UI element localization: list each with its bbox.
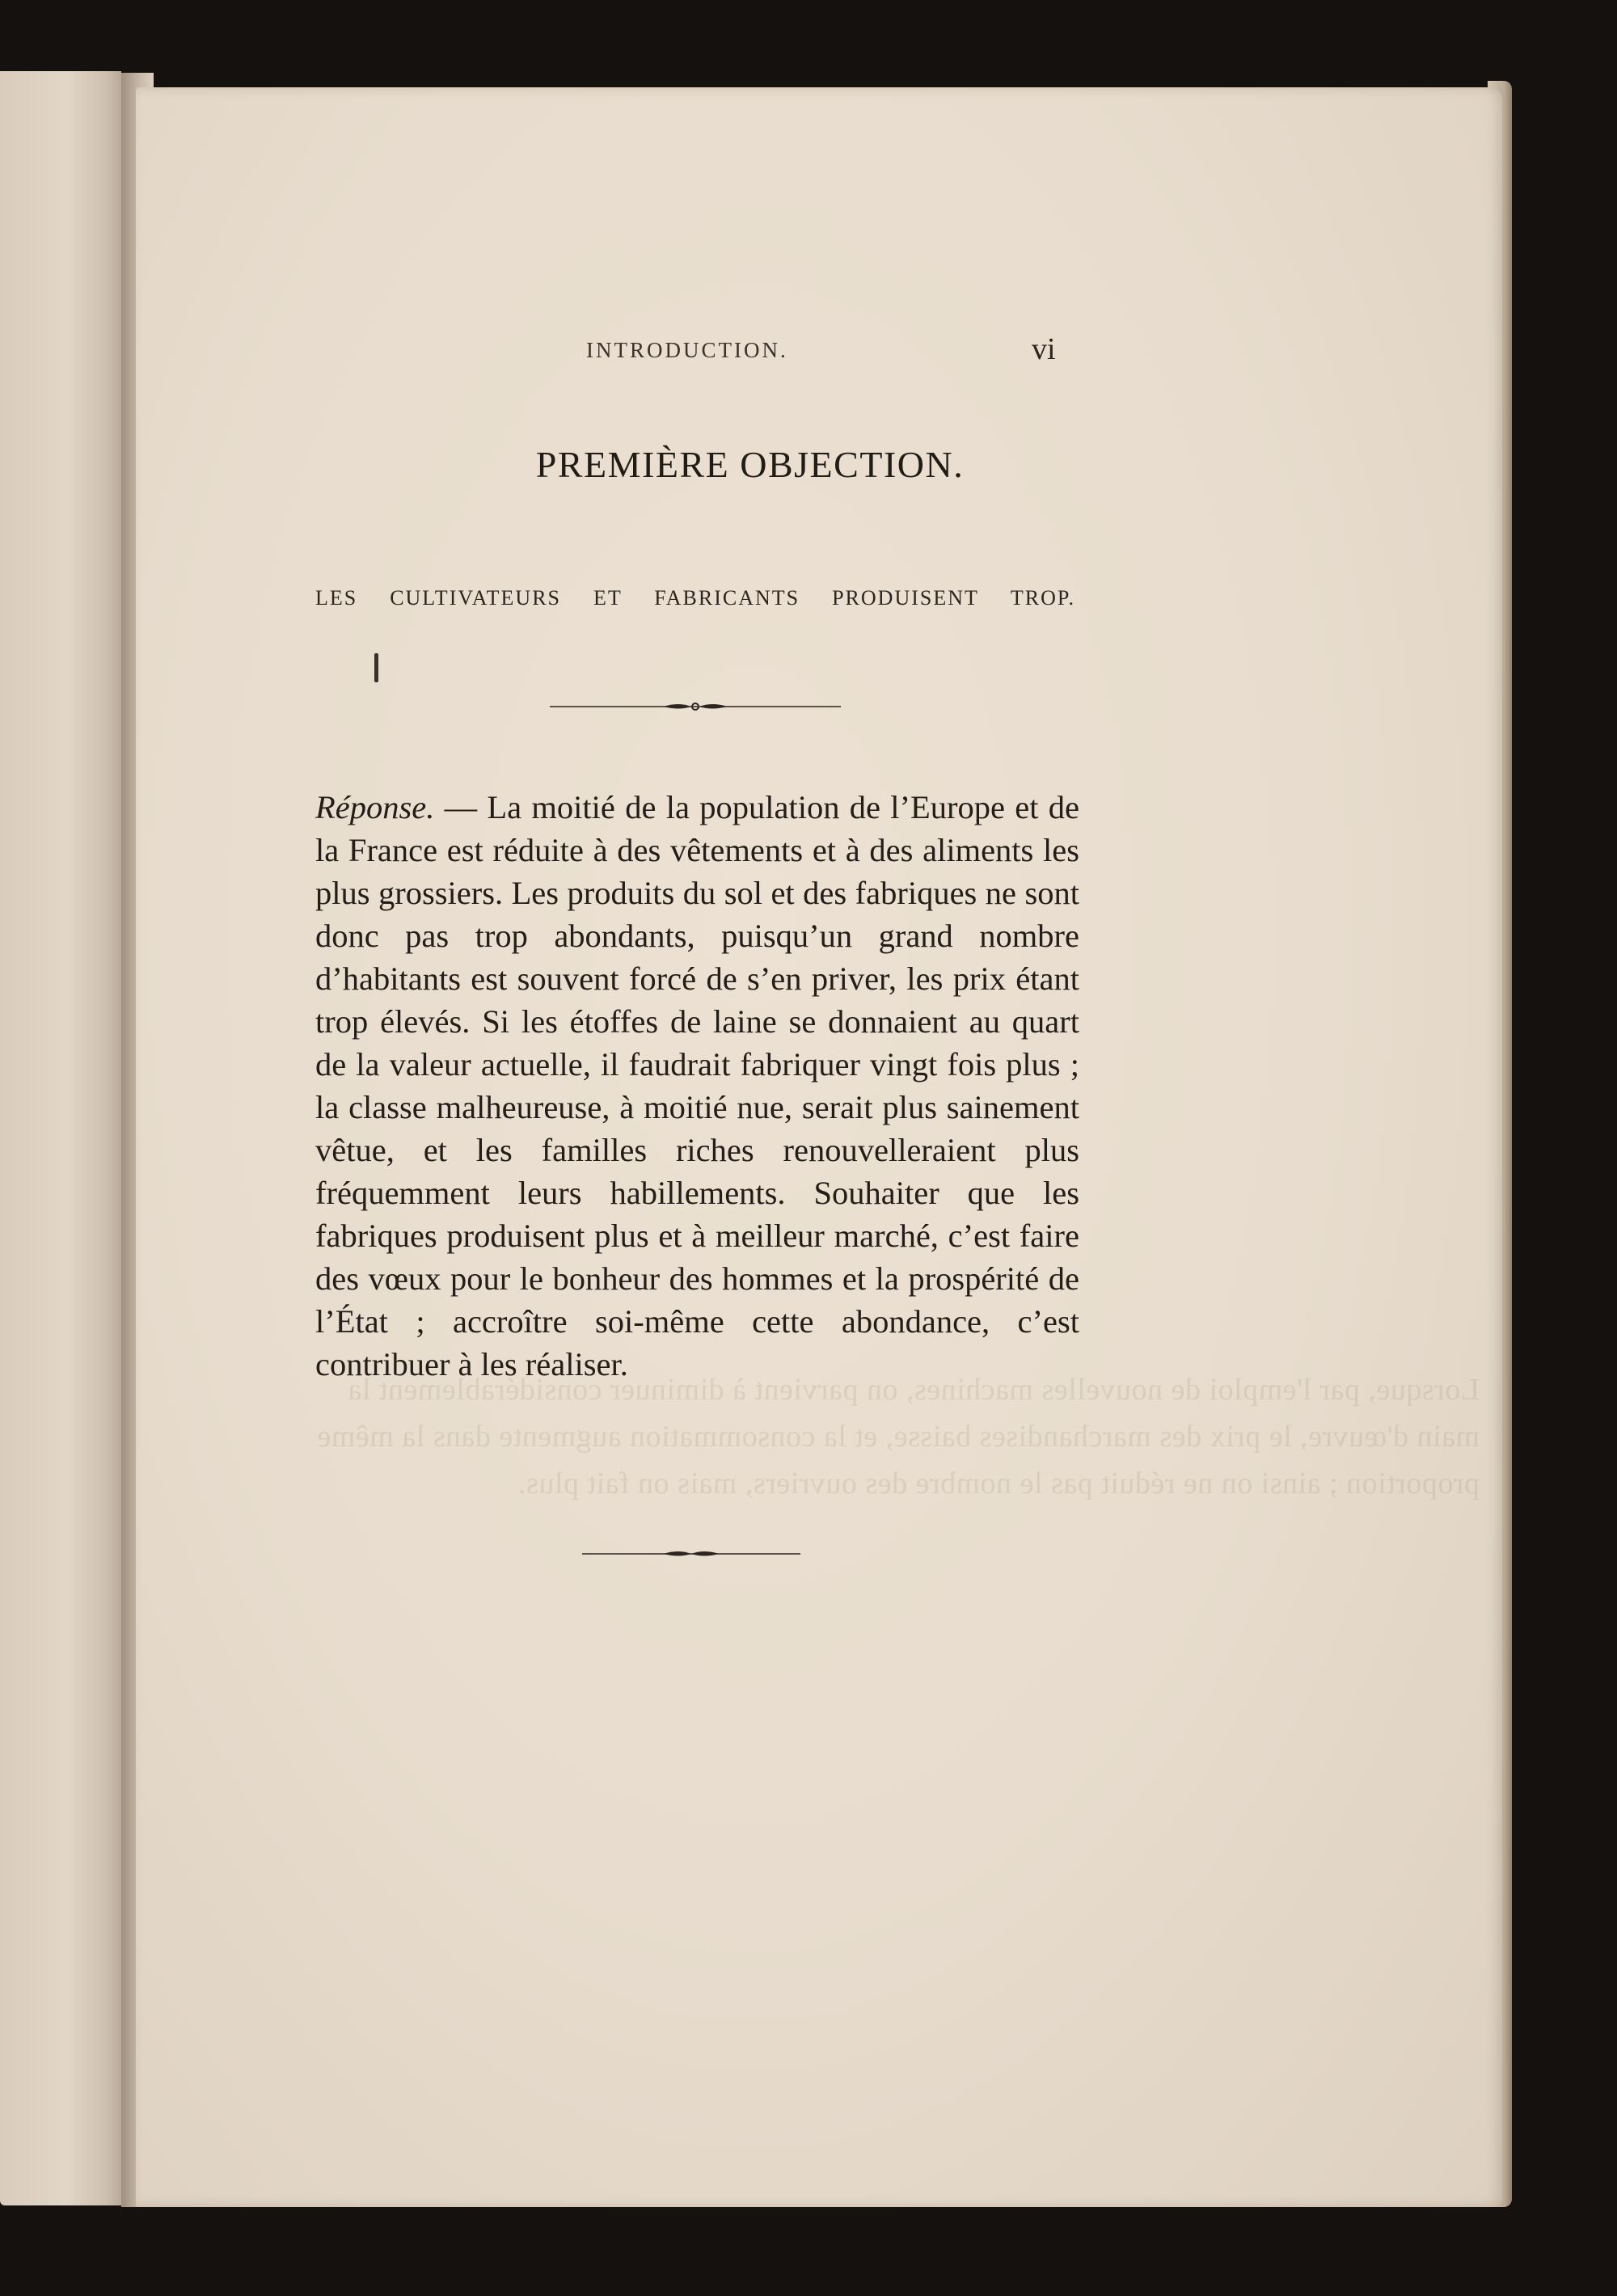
body-paragraph (315, 786, 1079, 1386)
show-through-text: Lorsque, par l'emploi de nouvelles machines, on parvient à diminuer considérablement la main d'œuvre, le prix des marchandises baisse, et la consommation augmente dans la même proportion ; ainsi on ne réduit pas le nombre des ouvriers, mais on fait plus. (309, 1373, 1480, 1500)
objection-subtitle: LES CULTIVATEURS ET FABRICANTS PRODUISENT TROP. (315, 586, 1075, 610)
page-number: vi (1032, 332, 1056, 366)
running-head: INTRODUCTION. (586, 338, 788, 362)
stray-ink-mark (374, 653, 378, 682)
ornament-divider-top (550, 697, 841, 716)
response-lead: Réponse. (315, 789, 435, 825)
ornament-divider-bottom (582, 1546, 800, 1562)
body-text: — La moitié de la population de l’Europe et de la France est réduite à des vêtements et à des aliments les plus grossiers. Les produits du sol et des fabriques ne sont donc pas trop abondants, puisqu’un grand nombre d’habitants est souvent forcé de s’en priver, les prix étant trop élevés. Si les étoffes de laine se donnaient au quart de la valeur actuelle, il faudrait fabriquer vingt fois plus ; la classe malheureuse, à moitié nue, serait plus sainement vêtue, et les familles riches renouvelleraient plus fréquemment leurs habillements. Souhaiter que les fabriques produisent plus et à meilleur marché, c’est faire des vœux pour le bonheur des hommes et la prospérité de l’État ; accroître soi-même cette abondance, c’est contribuer à les réaliser. (315, 789, 1079, 1382)
left-page-leaf (0, 71, 121, 2205)
objection-title: PREMIÈRE OBJECTION. (535, 444, 965, 485)
